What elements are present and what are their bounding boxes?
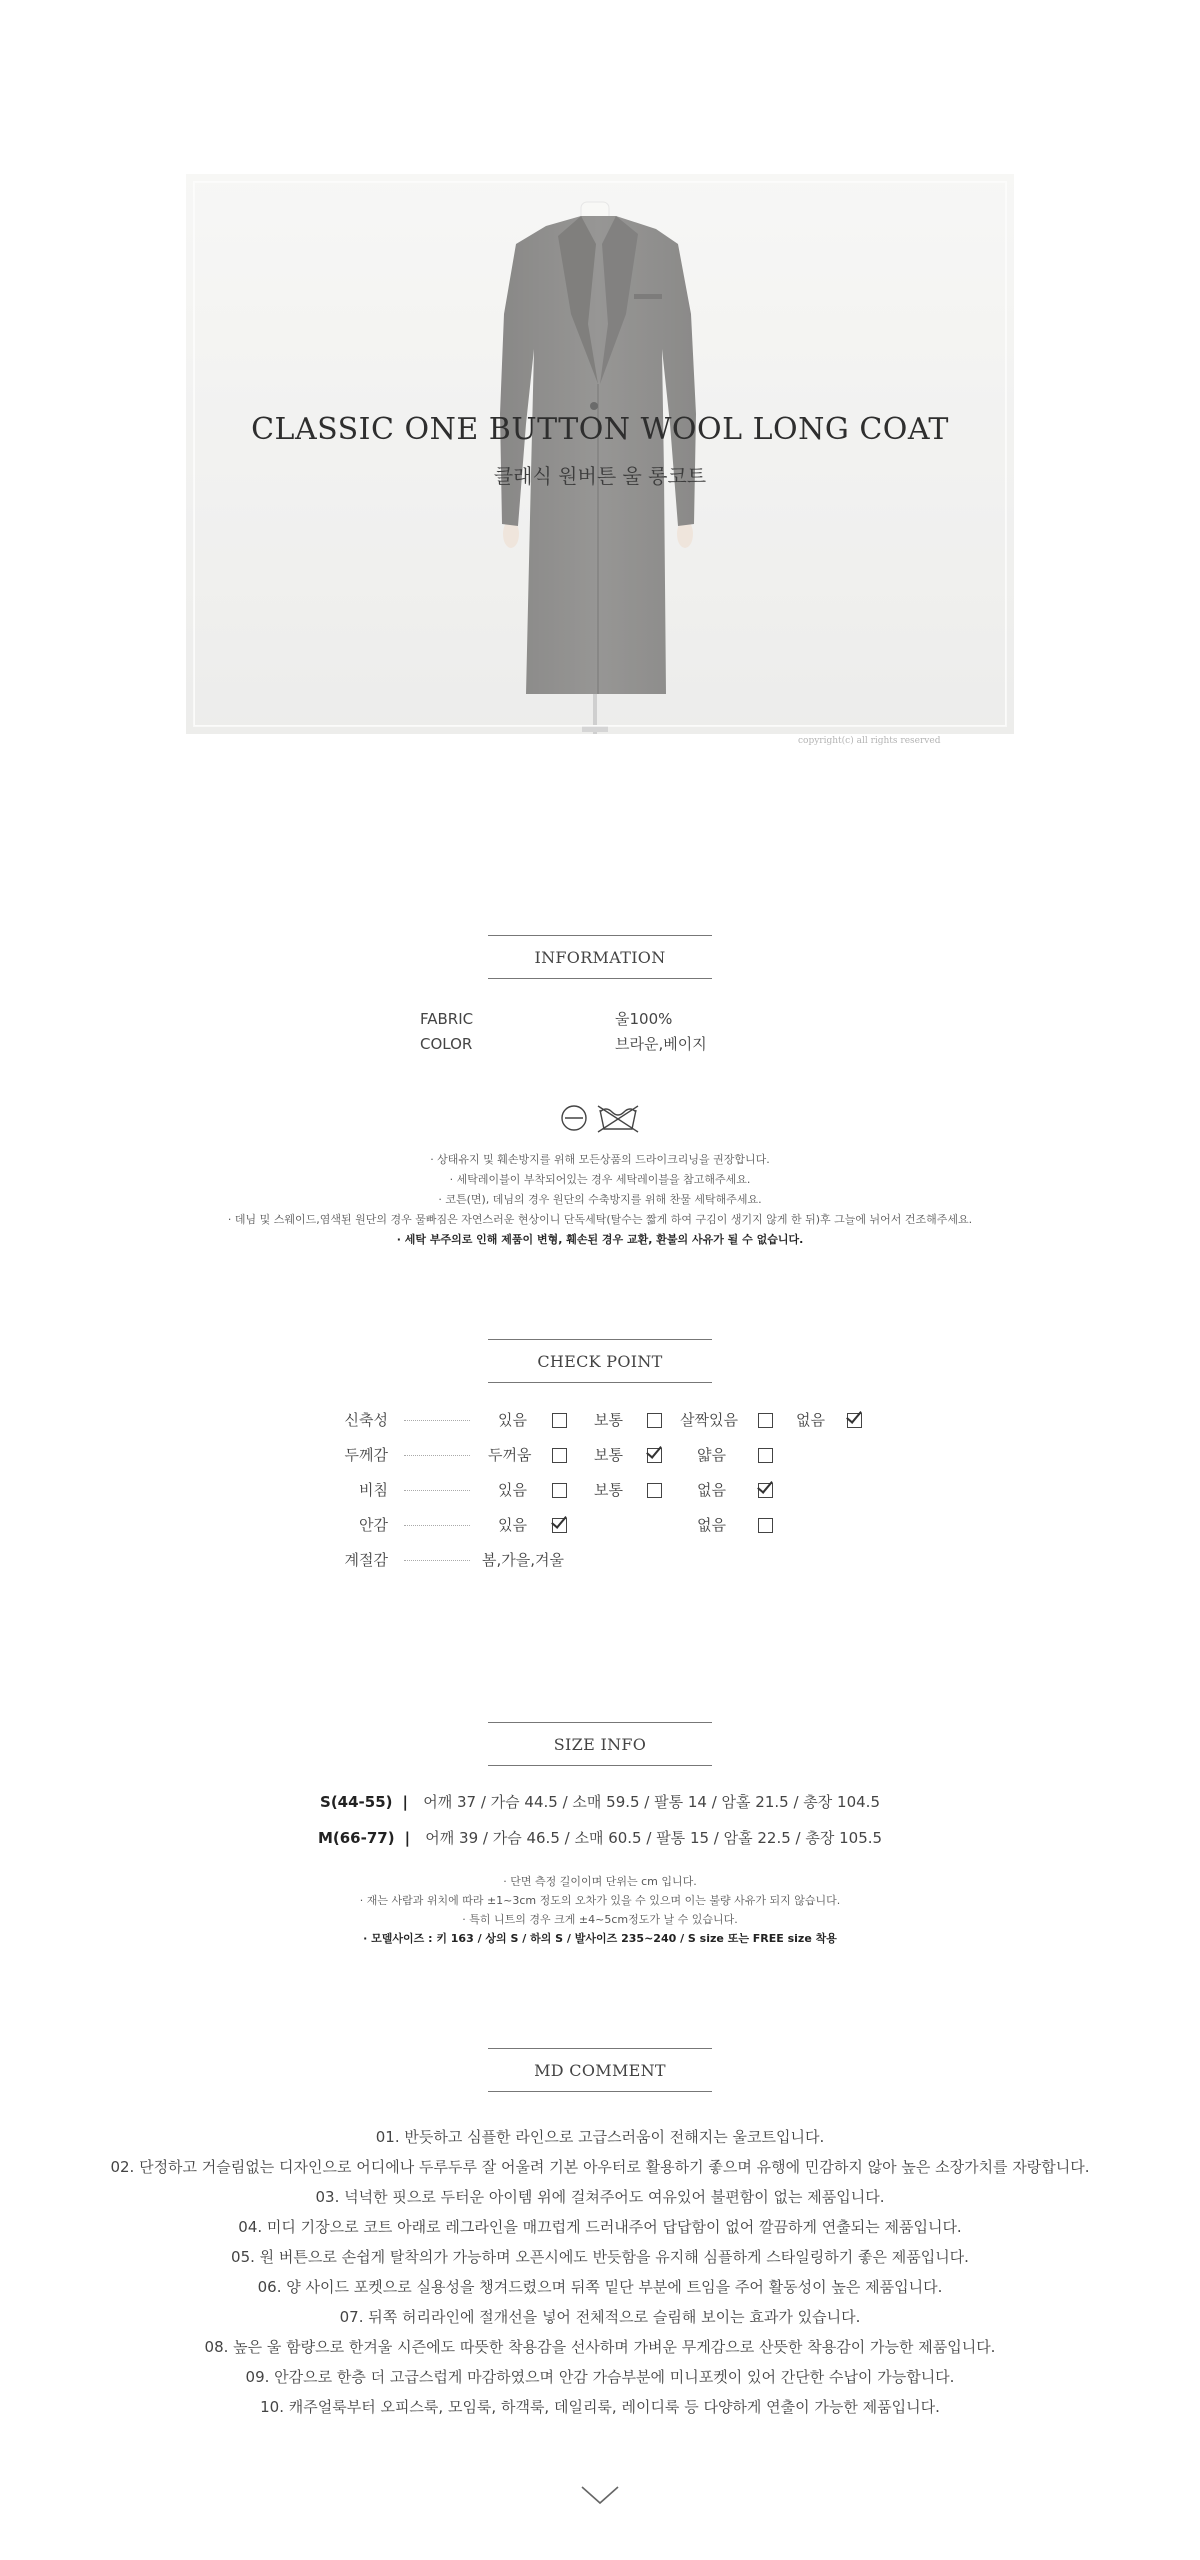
option-label: 살짝있음 (680, 1411, 738, 1429)
option-label: 없음 (697, 1516, 726, 1534)
option-label: 없음 (697, 1481, 726, 1499)
md-comment-item: 03. 넉넉한 핏으로 두터운 아이템 위에 걸쳐주어도 여유있어 불편함이 없는 제품입니다. (315, 2188, 885, 2206)
care-note: · 상태유지 및 훼손방지를 위해 모든상품의 드라이크리닝을 권장합니다. (430, 1153, 770, 1166)
size-note: · 단면 측정 길이이며 단위는 cm 입니다. (503, 1875, 697, 1888)
option-label: 보통 (594, 1481, 623, 1499)
checkbox (758, 1413, 773, 1428)
info-value: 브라운,베이지 (615, 1035, 707, 1053)
option-label: 보통 (594, 1411, 623, 1429)
checkbox (552, 1413, 567, 1428)
leader-dots (404, 1408, 470, 1421)
checkbox (758, 1518, 773, 1533)
md-comment-item: 07. 뒤쪽 허리라인에 절개선을 넣어 전체적으로 슬림해 보이는 효과가 있습니다. (339, 2308, 861, 2326)
info-table (420, 1006, 780, 1056)
hero-frame (194, 182, 1006, 726)
info-value: 울100% (615, 1010, 673, 1028)
season-value: 봄,가을,겨울 (482, 1551, 564, 1569)
care-warning: · 세탁 부주의로 인해 제품이 변형, 훼손된 경우 교환, 환불의 사유가 될 수 없습니다. (396, 1233, 804, 1246)
option-label: 두꺼움 (488, 1446, 532, 1464)
mdcomment-heading: MD COMMENT (488, 2048, 712, 2092)
checkbox-checked (647, 1448, 662, 1463)
size-note: · 특히 니트의 경우 크게 ±4~5cm정도가 날 수 있습니다. (462, 1913, 738, 1926)
md-comment-item: 10. 캐주얼룩부터 오피스룩, 모임룩, 하객룩, 데일리룩, 레이디룩 등 다양하게 연출이 가능한 제품입니다. (260, 2398, 940, 2416)
care-notes (0, 1150, 1200, 1250)
care-note: · 세탁레이블이 부착되어있는 경우 세탁레이블을 참고해주세요. (449, 1173, 751, 1186)
md-comment-item: 01. 반듯하고 심플한 라인으로 고급스러움이 전해지는 울코트입니다. (375, 2128, 825, 2146)
md-comment-item: 06. 양 사이드 포켓으로 실용성을 챙겨드렸으며 뒤쪽 밑단 부분에 트임을 주어 활동성이 높은 제품입니다. (257, 2278, 943, 2296)
checkbox (758, 1448, 773, 1463)
product-title: CLASSIC ONE BUTTON WOOL LONG COAT (251, 412, 949, 447)
checkpoint-grid (330, 1408, 890, 1583)
care-icons (560, 1102, 642, 1134)
leader-dots (404, 1478, 470, 1491)
size-table (0, 1790, 1200, 1862)
care-note: · 코튼(면), 데님의 경우 원단의 수축방지를 위해 찬물 세탁해주세요. (438, 1193, 762, 1206)
product-subtitle: 클래식 원버튼 울 롱코트 (493, 464, 707, 488)
info-key: COLOR (420, 1034, 473, 1053)
size-row-m (0, 1826, 1200, 1862)
leader-dots (404, 1443, 470, 1456)
checkpoint-heading: CHECK POINT (488, 1339, 712, 1383)
information-heading: INFORMATION (488, 935, 712, 979)
check-row-stretch (330, 1408, 890, 1443)
check-row-season (330, 1548, 890, 1583)
check-label: 안감 (359, 1516, 388, 1534)
checkbox-checked (847, 1413, 862, 1428)
option-label: 있음 (498, 1481, 527, 1499)
care-note: · 데님 및 스웨이드,염색된 원단의 경우 물빠짐은 자연스러운 현상이니 단독세탁(탈수는 짧게 하여 구김이 생기지 않게 한 뒤)후 그늘에 뉘어서 건조해주세요. (227, 1213, 973, 1226)
size-separator: | (399, 1829, 421, 1847)
check-label: 두께감 (344, 1446, 388, 1464)
leader-dots (404, 1513, 470, 1526)
size-label: S(44-55) (320, 1793, 393, 1811)
size-measure: 어깨 37 / 가슴 44.5 / 소매 59.5 / 팔통 14 / 암홀 21.5 / 총장 104.5 (423, 1793, 880, 1811)
md-comment-item: 05. 원 버튼으로 손쉽게 탈착의가 가능하며 오픈시에도 반듯함을 유지해 심플하게 스타일링하기 좋은 제품입니다. (231, 2248, 969, 2266)
option-label: 있음 (498, 1411, 527, 1429)
option-label: 없음 (796, 1411, 825, 1429)
hero-image (186, 174, 1014, 734)
size-measure: 어깨 39 / 가슴 46.5 / 소매 60.5 / 팔통 15 / 암홀 22.5 / 총장 105.5 (425, 1829, 883, 1847)
no-wash-icon (598, 1106, 638, 1132)
md-comment-list (0, 2122, 1200, 2422)
checkbox-checked (758, 1483, 773, 1498)
sizeinfo-heading: SIZE INFO (488, 1722, 712, 1766)
check-row-thickness (330, 1443, 890, 1478)
option-label: 보통 (594, 1446, 623, 1464)
info-row-color (420, 1031, 780, 1056)
checkbox (552, 1483, 567, 1498)
dry-clean-icon (562, 1106, 586, 1130)
check-label: 신축성 (344, 1411, 388, 1429)
info-row-fabric (420, 1006, 780, 1031)
chevron-down-icon[interactable] (580, 2484, 620, 2506)
leader-dots (404, 1548, 470, 1561)
check-label: 계절감 (344, 1551, 388, 1569)
size-separator: | (397, 1793, 419, 1811)
size-note: · 재는 사람과 위치에 따라 ±1~3cm 정도의 오차가 있을 수 있으며 이는 불량 사유가 되지 않습니다. (359, 1894, 841, 1907)
checkbox (647, 1483, 662, 1498)
md-comment-item: 08. 높은 울 함량으로 한겨울 시즌에도 따뜻한 착용감을 선사하며 가벼운 무게감으로 산뜻한 착용감이 가능한 제품입니다. (204, 2338, 996, 2356)
check-row-lining (330, 1513, 890, 1548)
copyright-text: copyright(c) all rights reserved (798, 736, 941, 746)
option-label: 있음 (498, 1516, 527, 1534)
checkbox (647, 1413, 662, 1428)
size-notes (0, 1872, 1200, 1948)
checkbox-checked (552, 1518, 567, 1533)
md-comment-item: 04. 미디 기장으로 코트 아래로 레그라인을 매끄럽게 드러내주어 답답함이 없어 깔끔하게 연출되는 제품입니다. (238, 2218, 962, 2236)
md-comment-item: 09. 안감으로 한층 더 고급스럽게 마감하였으며 안감 가슴부분에 미니포켓이 있어 간단한 수납이 가능합니다. (245, 2368, 955, 2386)
info-key: FABRIC (420, 1009, 474, 1028)
check-label: 비침 (359, 1481, 388, 1499)
size-label: M(66-77) (317, 1829, 395, 1847)
option-label: 얇음 (697, 1446, 726, 1464)
size-row-s (0, 1790, 1200, 1826)
model-size-note: · 모델사이즈 : 키 163 / 상의 S / 하의 S / 발사이즈 235~240 / S size 또는 FREE size 착용 (363, 1932, 837, 1945)
check-row-sheer (330, 1478, 890, 1513)
checkbox (552, 1448, 567, 1463)
md-comment-item: 02. 단정하고 거슬림없는 디자인으로 어디에나 두루두루 잘 어울려 기본 아우터로 활용하기 좋으며 유행에 민감하지 않아 높은 소장가치를 자랑합니다. (110, 2158, 1090, 2176)
